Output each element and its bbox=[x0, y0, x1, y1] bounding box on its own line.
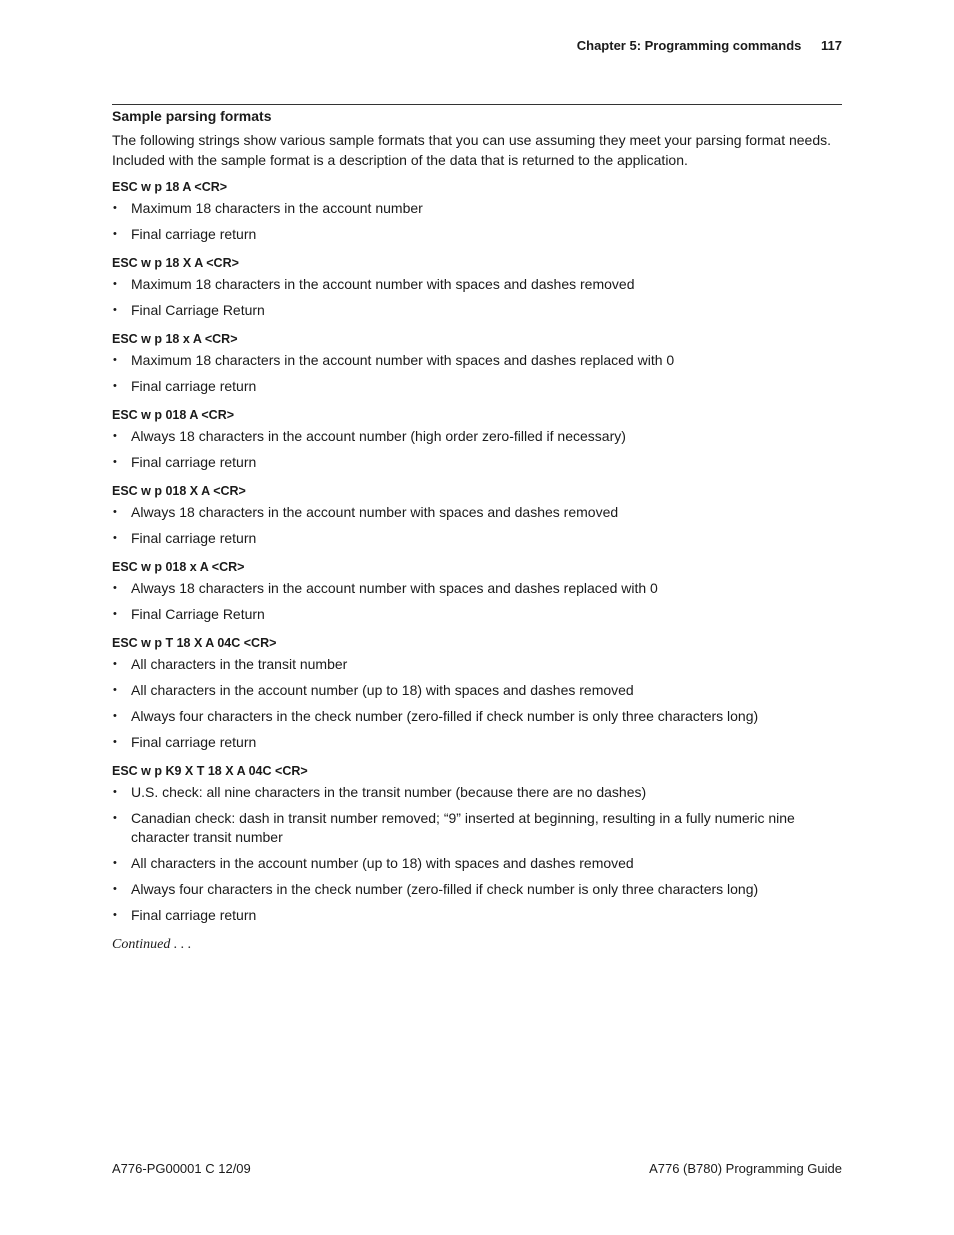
command-block bbox=[112, 251, 842, 320]
command-blocks bbox=[112, 175, 842, 925]
list-item: • Final carriage return bbox=[112, 906, 842, 925]
command-string: ESC w p 018 X A <CR> bbox=[112, 484, 246, 498]
chapter-title: Chapter 5: Programming commands bbox=[576, 38, 802, 53]
command-block bbox=[112, 327, 842, 396]
bullet-list bbox=[112, 783, 842, 925]
bullet-list bbox=[112, 579, 842, 624]
main-content bbox=[112, 108, 842, 953]
section-title: Sample parsing formats bbox=[112, 108, 272, 124]
list-item: • Maximum 18 characters in the account number bbox=[112, 199, 842, 218]
page-number: 117 bbox=[821, 38, 842, 53]
list-item: • Final Carriage Return bbox=[112, 605, 842, 624]
list-item: • U.S. check: all nine characters in the transit number (because there are no dashes) bbox=[112, 783, 842, 802]
bullet-list bbox=[112, 503, 842, 548]
command-block bbox=[112, 403, 842, 472]
list-item: • Always four characters in the check number (zero-filled if check number is only three characters long) bbox=[112, 880, 842, 899]
list-item: • Maximum 18 characters in the account number with spaces and dashes removed bbox=[112, 275, 842, 294]
list-item: • All characters in the account number (up to 18) with spaces and dashes removed bbox=[112, 854, 842, 873]
list-item: • Maximum 18 characters in the account number with spaces and dashes replaced with 0 bbox=[112, 351, 842, 370]
list-item: • Final carriage return bbox=[112, 377, 842, 396]
list-item: • Always four characters in the check number (zero-filled if check number is only three characters long) bbox=[112, 707, 842, 726]
list-item: • Always 18 characters in the account number with spaces and dashes removed bbox=[112, 503, 842, 522]
footer-doc-id: A776-PG00001 C 12/09 bbox=[112, 1161, 251, 1176]
command-string: ESC w p 18 x A <CR> bbox=[112, 332, 238, 346]
command-string: ESC w p 018 A <CR> bbox=[112, 408, 235, 422]
command-block bbox=[112, 631, 842, 752]
bullet-list bbox=[112, 655, 842, 752]
list-item: • Always 18 characters in the account number (high order zero-filled if necessary) bbox=[112, 427, 842, 446]
footer-guide-title: A776 (B780) Programming Guide bbox=[649, 1161, 842, 1176]
command-string: ESC w p K9 X T 18 X A 04C <CR> bbox=[112, 764, 308, 778]
intro-paragraph: The following strings show various sample formats that you can use assuming they meet your parsing format needs. Included with the sample format is a description of the data that is returned to the application. bbox=[112, 132, 832, 168]
list-item: • All characters in the account number (up to 18) with spaces and dashes removed bbox=[112, 681, 842, 700]
command-string: ESC w p T 18 X A 04C <CR> bbox=[112, 636, 277, 650]
section-divider bbox=[112, 104, 842, 105]
page-header bbox=[577, 38, 842, 53]
list-item: • Final carriage return bbox=[112, 733, 842, 752]
command-string: ESC w p 18 A <CR> bbox=[112, 180, 228, 194]
list-item: • Final carriage return bbox=[112, 453, 842, 472]
bullet-list bbox=[112, 275, 842, 320]
list-item: • Final carriage return bbox=[112, 225, 842, 244]
bullet-list bbox=[112, 199, 842, 244]
list-item: • Canadian check: dash in transit number removed; “9” inserted at beginning, resulting in a fully numeric nine character transit number bbox=[112, 809, 842, 847]
command-string: ESC w p 18 X A <CR> bbox=[112, 256, 239, 270]
list-item: • All characters in the transit number bbox=[112, 655, 842, 674]
command-block bbox=[112, 759, 842, 925]
bullet-list bbox=[112, 351, 842, 396]
continued-note: Continued . . . bbox=[112, 937, 192, 952]
bullet-list bbox=[112, 427, 842, 472]
command-string: ESC w p 018 x A <CR> bbox=[112, 560, 245, 574]
command-block bbox=[112, 175, 842, 244]
command-block bbox=[112, 479, 842, 548]
list-item: • Always 18 characters in the account number with spaces and dashes replaced with 0 bbox=[112, 579, 842, 598]
list-item: • Final carriage return bbox=[112, 529, 842, 548]
command-block bbox=[112, 555, 842, 624]
list-item: • Final Carriage Return bbox=[112, 301, 842, 320]
